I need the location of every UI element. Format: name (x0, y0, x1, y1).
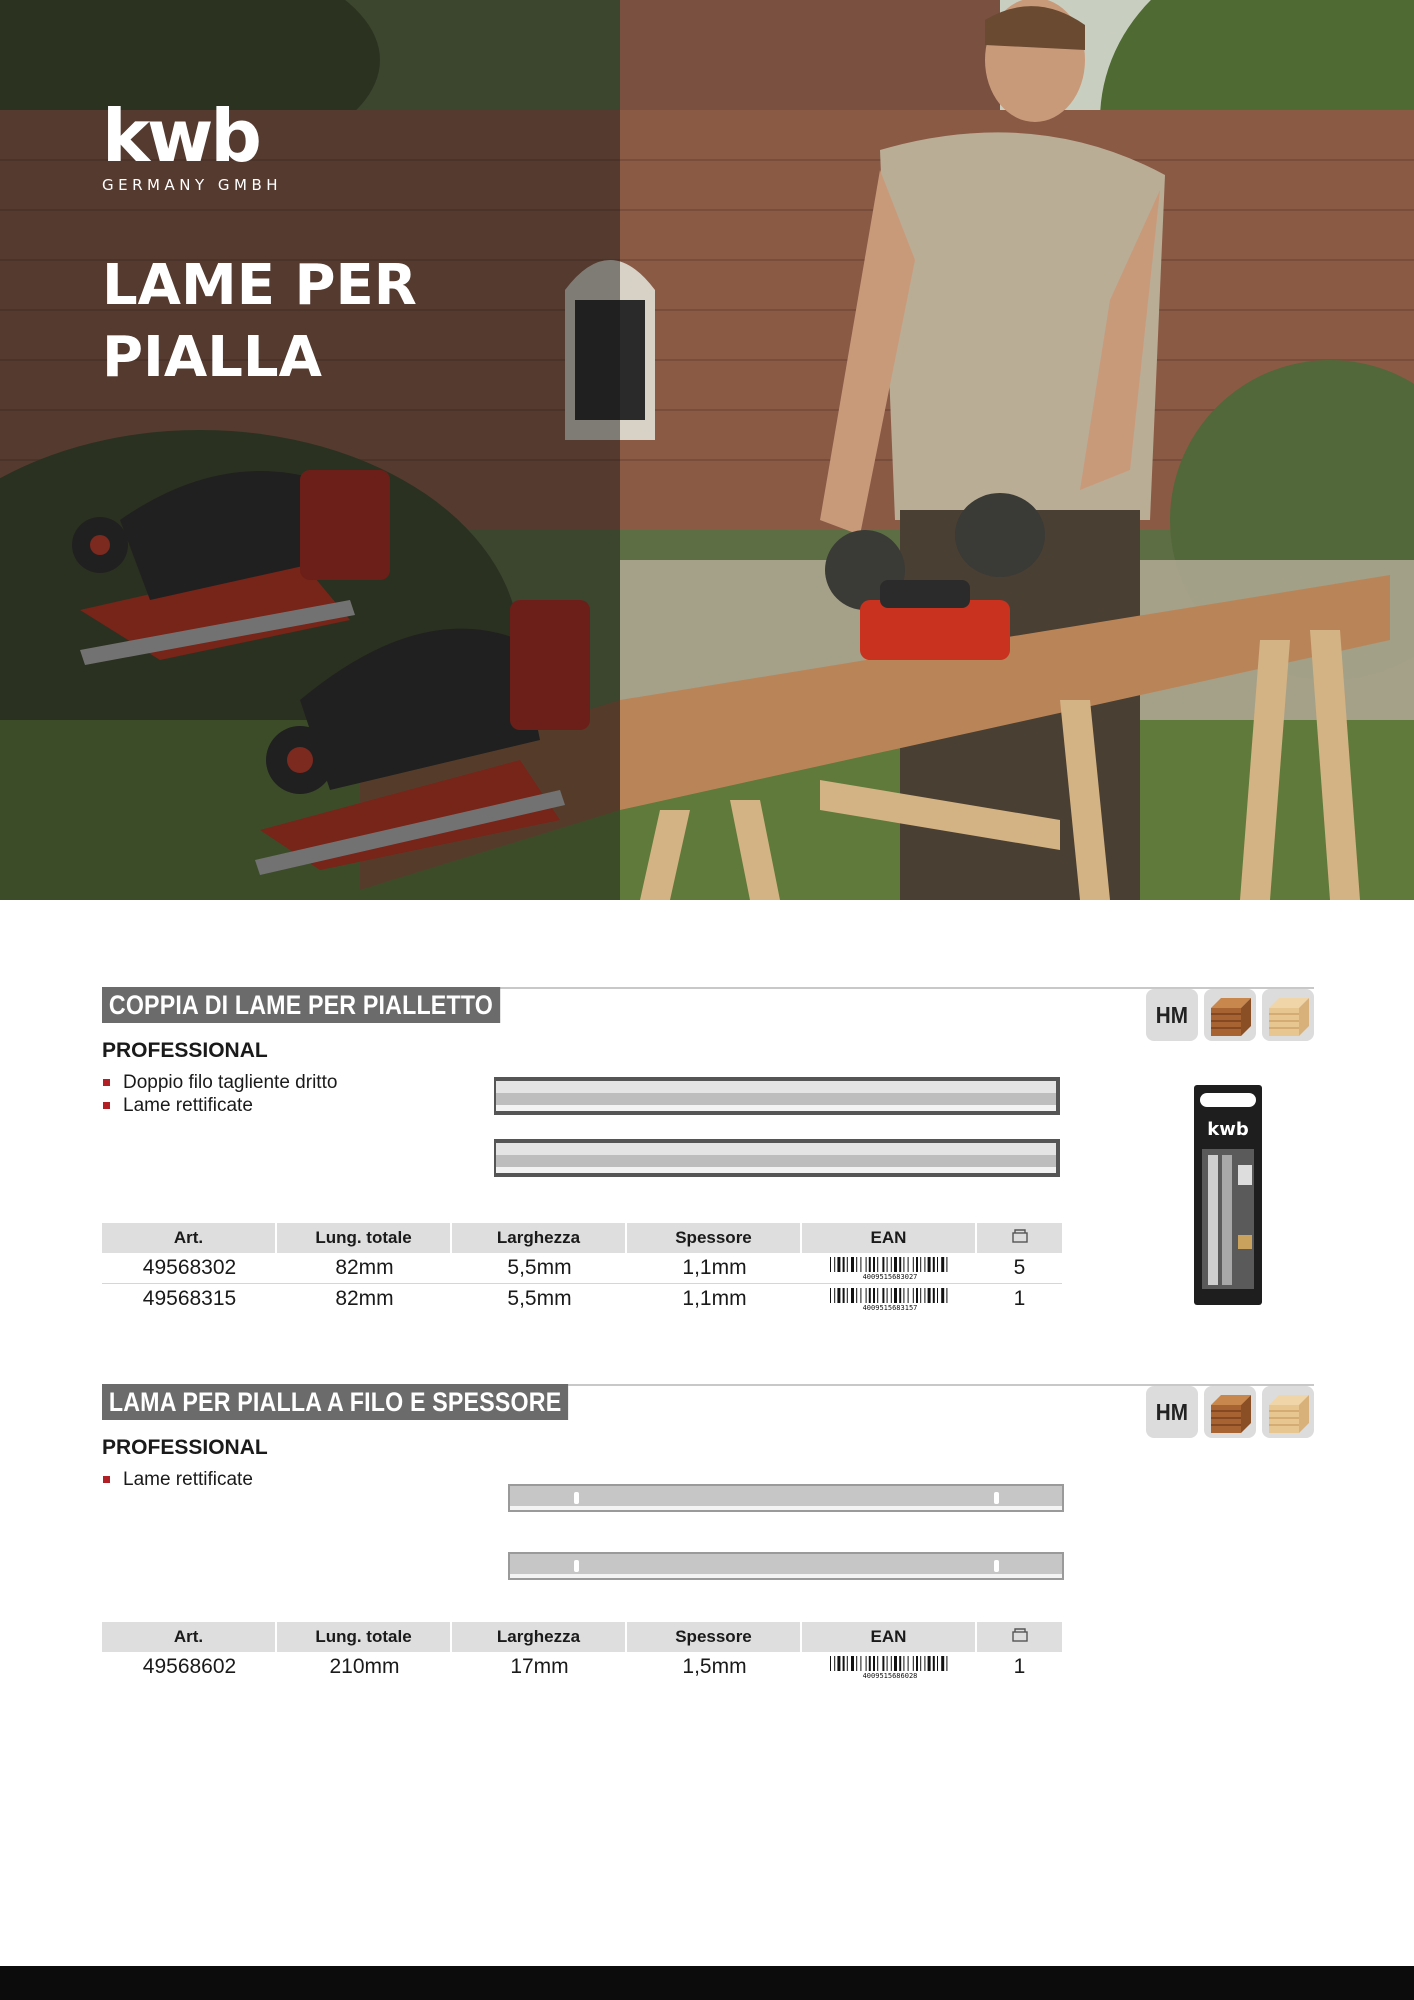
art-number: 49568602 (142, 1655, 237, 1678)
width-value: 5,5mm (452, 1253, 627, 1284)
barcode-graphic (828, 1287, 952, 1311)
svg-text:4009515683027: 4009515683027 (862, 1273, 917, 1281)
column-header: Lung. totale (277, 1622, 452, 1652)
thickness-value: 1,1mm (627, 1253, 802, 1284)
ean-barcode (802, 1652, 977, 1682)
table-header-row (102, 1622, 1062, 1652)
feature-list (102, 1468, 253, 1491)
section-title: LAMA PER PIALLA A FILO E SPESSORE (102, 1384, 568, 1420)
brand-logo (102, 94, 283, 194)
barcode-graphic (828, 1256, 952, 1280)
column-header: Spessore (627, 1223, 802, 1253)
table-row (102, 1652, 1062, 1682)
column-header: Larghezza (452, 1223, 627, 1253)
feature-item: Doppio filo tagliente dritto (102, 1071, 337, 1094)
pack-quantity: 5 (977, 1253, 1062, 1284)
spec-table (102, 1622, 1062, 1682)
svg-text:kwb: kwb (1207, 1119, 1249, 1140)
table-row (102, 1284, 1062, 1314)
product-section-1 (102, 987, 1314, 1317)
ean-barcode (802, 1284, 977, 1314)
table-header-row (102, 1223, 1062, 1253)
brand-logo-wordmark: kwb (102, 94, 259, 178)
total-length: 82mm (277, 1253, 452, 1284)
softwood-icon (1262, 989, 1314, 1041)
footer-bar (0, 1966, 1414, 2000)
thickness-value: 1,5mm (682, 1655, 747, 1678)
table-row (102, 1253, 1062, 1284)
softwood-icon (1262, 1386, 1314, 1438)
feature-list (102, 1071, 337, 1117)
brand-logo-subtitle: GERMANY GMBH (102, 176, 283, 194)
ean-barcode (802, 1253, 977, 1284)
feature-item: Lame rettificate (102, 1468, 253, 1491)
art-number: 49568302 (102, 1253, 277, 1284)
feature-item: Lame rettificate (102, 1094, 337, 1117)
column-header: Art. (102, 1223, 277, 1253)
total-length: 210mm (329, 1655, 400, 1678)
hero-dark-overlay (0, 0, 620, 900)
column-header: Art. (102, 1622, 277, 1652)
barcode-graphic (828, 1655, 952, 1679)
svg-text:4009515683157: 4009515683157 (862, 1304, 917, 1312)
pack-icon (977, 1223, 1062, 1253)
package-image (1194, 1085, 1262, 1305)
hm-badge: HM (1146, 989, 1198, 1041)
section-title: COPPIA DI LAME PER PIALLETTO (102, 987, 500, 1023)
total-length: 82mm (335, 1287, 394, 1310)
hardwood-icon (1204, 989, 1256, 1041)
hardwood-icon (1204, 1386, 1256, 1438)
material-icons (1146, 1386, 1314, 1438)
product-line: PROFESSIONAL (102, 1039, 268, 1062)
product-line: PROFESSIONAL (102, 1436, 268, 1459)
art-number: 49568315 (142, 1287, 237, 1310)
width-value: 17mm (510, 1655, 569, 1678)
blade-pair-image (494, 1077, 1060, 1185)
column-header: Larghezza (452, 1622, 627, 1652)
spec-table (102, 1223, 1062, 1314)
column-header: EAN (802, 1223, 977, 1253)
pack-quantity: 1 (1013, 1287, 1026, 1310)
column-header: Lung. totale (277, 1223, 452, 1253)
material-icons (1146, 989, 1314, 1041)
hero-banner (0, 0, 1414, 900)
pack-quantity: 1 (1013, 1655, 1026, 1678)
blade-pair-image (508, 1484, 1064, 1584)
product-section-2 (102, 1384, 1314, 1684)
svg-text:4009515686028: 4009515686028 (862, 1672, 917, 1680)
page-title: LAME PER PIALLA (102, 253, 417, 390)
hm-badge: HM (1146, 1386, 1198, 1438)
thickness-value: 1,1mm (682, 1287, 747, 1310)
column-header: Spessore (627, 1622, 802, 1652)
width-value: 5,5mm (507, 1287, 572, 1310)
pack-icon (977, 1622, 1062, 1652)
column-header: EAN (802, 1622, 977, 1652)
